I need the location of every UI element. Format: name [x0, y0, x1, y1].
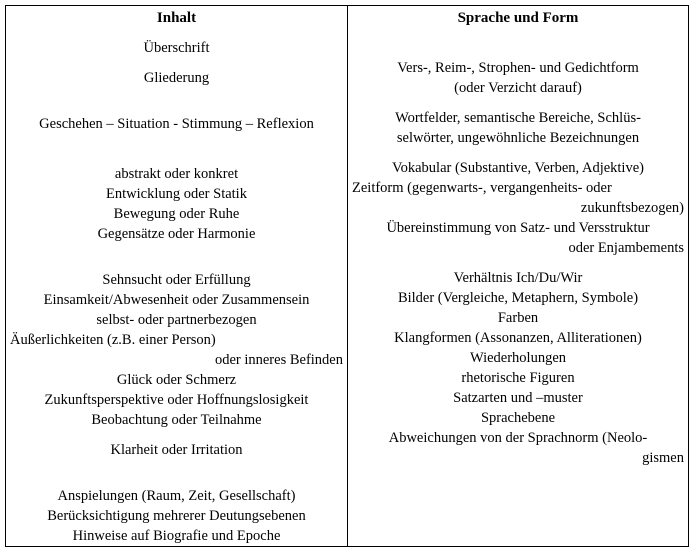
spacer	[352, 28, 684, 58]
list-item: selbst- oder partnerbezogen	[96, 312, 257, 328]
list-item: Bewegung oder Ruhe	[113, 206, 240, 222]
list-item: Bilder (Vergleiche, Metaphern, Symbole)	[397, 290, 639, 306]
list-item-line: Äußerlichkeiten (z.B. einer Person)	[10, 332, 216, 348]
list-item: Vers-, Reim-, Strophen- und Gedichtform	[397, 60, 639, 76]
list-item-wrapped	[352, 178, 684, 218]
list-item: Sprachebene	[480, 410, 556, 426]
list-item-line: oder Enjambements	[568, 240, 684, 256]
list-item: Klarheit oder Irritation	[110, 442, 243, 458]
list-item-line: Abweichungen von der Sprachnorm (Neolo-	[388, 430, 648, 446]
column-header-sprache-und-form: Sprache und Form	[457, 10, 579, 26]
poem-analysis-table	[5, 5, 689, 547]
list-item: Klangformen (Assonanzen, Alliterationen)	[394, 330, 642, 346]
cell-content-inhalt	[6, 6, 347, 546]
spacer	[352, 258, 684, 268]
list-item: (oder Verzicht darauf)	[454, 80, 582, 96]
list-item-line: zukunftsbezogen)	[580, 200, 684, 216]
list-item-line: Übereinstimmung von Satz- und Versstruktur	[386, 220, 650, 236]
table-cell-inhalt	[6, 6, 348, 547]
list-item: Sehnsucht oder Erfüllung	[102, 272, 251, 288]
list-item: Farben	[497, 310, 539, 326]
list-item: Zukunftsperspektive oder Hoffnungslosigkeit	[44, 392, 309, 408]
list-item: Geschehen – Situation - Stimmung – Reflexion	[39, 116, 314, 132]
table-cell-sprache-und-form	[348, 6, 689, 547]
spacer	[10, 58, 343, 68]
list-item-wrapped	[10, 330, 343, 370]
list-item: selwörter, ungewöhnliche Bezeichnungen	[396, 130, 640, 146]
list-item: Verhältnis Ich/Du/Wir	[453, 270, 583, 286]
spacer	[10, 460, 343, 486]
list-item: Glück oder Schmerz	[116, 372, 237, 388]
spacer	[352, 148, 684, 158]
list-item-line: Zeitform (gegenwarts-, vergangenheits- oder	[352, 180, 612, 196]
list-item: Beobachtung oder Teilnahme	[91, 412, 262, 428]
list-item: Anspielungen (Raum, Zeit, Gesellschaft)	[57, 488, 296, 504]
list-item: Entwicklung oder Statik	[106, 186, 247, 202]
list-item: Vokabular (Substantive, Verben, Adjektive)	[392, 160, 644, 176]
list-item: Berücksichtigung mehrerer Deutungsebenen	[47, 508, 306, 524]
list-item: rhetorische Figuren	[461, 370, 575, 386]
spacer	[10, 244, 343, 270]
list-item: Gliederung	[143, 70, 210, 86]
list-item-line: gismen	[642, 450, 684, 466]
list-item: Einsamkeit/Abwesenheit oder Zusammensein	[43, 292, 310, 308]
list-item: Überschrift	[143, 40, 210, 56]
list-item-wrapped	[352, 218, 684, 258]
spacer	[352, 98, 684, 108]
spacer	[10, 88, 343, 114]
cell-content-sprache-und-form	[348, 6, 688, 468]
list-item-line: oder inneres Befinden	[214, 352, 343, 368]
column-header-inhalt: Inhalt	[156, 10, 197, 26]
list-item: Hinweise auf Biografie und Epoche	[72, 528, 281, 544]
spacer	[10, 134, 343, 164]
spacer	[10, 28, 343, 38]
list-item: Satzarten und –muster	[453, 390, 583, 406]
list-item: Gegensätze oder Harmonie	[97, 226, 256, 242]
list-item: Wiederholungen	[469, 350, 567, 366]
list-item: abstrakt oder konkret	[114, 166, 239, 182]
list-item-wrapped	[352, 428, 684, 468]
table-body	[6, 6, 689, 547]
list-item: Wortfelder, semantische Bereiche, Schlüs-	[395, 110, 641, 126]
spacer	[10, 430, 343, 440]
table-row	[6, 6, 689, 547]
